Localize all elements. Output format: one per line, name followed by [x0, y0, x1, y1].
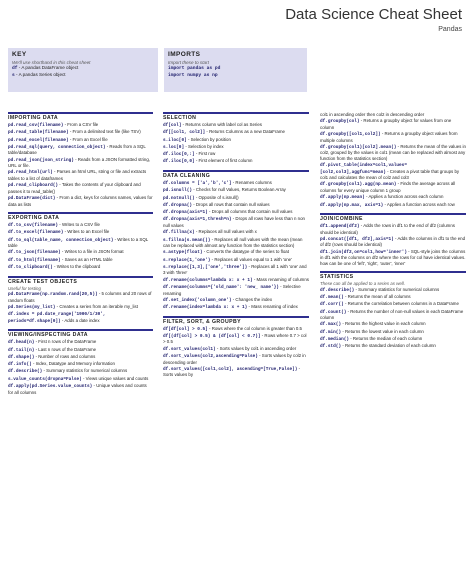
entry-code: df.to_sql(table_name, connection_object): [8, 237, 114, 243]
entry-row: [320, 309, 466, 321]
column-1: [8, 112, 153, 400]
entry-description: - Drops all rows have less than n non null values: [163, 216, 305, 228]
entry-code: df.head(n): [8, 340, 35, 346]
entry-code: pd.concat([df1, df2],axis=1): [320, 236, 394, 242]
entry-description: - Creates a series from an iterable my_list: [55, 303, 138, 309]
entry-row: [320, 223, 466, 235]
entry-row: [320, 329, 466, 336]
entry-row: [320, 181, 466, 193]
entry-code: df.pivot_table(index=col1,values= [col2,col3],aggfunc=mean): [320, 163, 407, 175]
key-line: [12, 65, 154, 72]
entry-row: [320, 336, 466, 343]
entry-description: - Index, Datatype and Memory information: [31, 361, 115, 367]
entry-description: - Summary statistics for numerical columns: [354, 286, 440, 292]
entry-code: df.columns = ['a','b','c']: [163, 180, 232, 186]
entry-row: [8, 354, 153, 361]
section-heading: SELECTION: [163, 112, 309, 121]
entry-description: - Reads from a JSON formatted string, URL or file.: [8, 156, 151, 169]
entry-code: df.to_clipboard(): [8, 265, 53, 271]
imports-box: [164, 48, 307, 92]
entry-code: pd.read_json(json_string): [8, 157, 74, 163]
entry-code: pd.read_csv(filename): [8, 123, 64, 128]
entry-row: [163, 346, 309, 353]
entry-description: - Parses an html URL, string or file and extracts tables to a list of dataframes: [8, 169, 147, 181]
entry-code: df.index = pd.date_range('1900/1/30', periods=df.shape[0]): [8, 312, 106, 324]
key-box: [8, 48, 158, 92]
entry-description: - Writes to a file in JSON format: [60, 249, 124, 255]
entry-row: [163, 257, 309, 264]
entry-description: - Adds the rows in df1 to the end of df2 (columns should be identical): [320, 223, 455, 235]
entry-description: - Takes the contents of your clipboard and passes it to read_table(): [8, 182, 141, 194]
section-heading: EXPORTING DATA: [8, 212, 153, 221]
key-line: [12, 72, 154, 79]
key-code: df: [12, 66, 18, 71]
entry-row: [8, 129, 153, 136]
key-note: We'll use shorthand in this cheat sheet: [12, 60, 91, 65]
entry-code: df[df[col] > 0.5]: [163, 326, 208, 332]
entry-code: df.apply(pd.Series.value_counts): [8, 384, 93, 390]
section-heading: STATISTICS: [320, 271, 466, 280]
entry-description: col1 in ascending order then col2 in descending order: [320, 112, 425, 117]
entry-code: df.count(): [320, 309, 347, 315]
entry-row: [163, 202, 309, 209]
entry-code: df.dropna(axis=1,thresh=n): [163, 217, 232, 223]
page-subtitle: Pandas: [438, 26, 462, 33]
entry-row: [320, 343, 466, 350]
entry-row: [163, 195, 309, 202]
entry-row: [320, 112, 466, 118]
entry-row: [8, 169, 153, 181]
entry-description: - Creates a pivot table that groups by col1 and calculates the mean of col2 and col3: [320, 168, 460, 181]
entry-row: [8, 195, 153, 207]
import-code: import pandas as pd: [168, 66, 221, 71]
import-code: import numpy as np: [168, 73, 218, 78]
entry-code: pd.Series(my_list): [8, 304, 56, 310]
entry-description: - Selective renaming: [163, 284, 301, 296]
entry-code: df.tail(n): [8, 347, 35, 353]
entry-row: [163, 144, 309, 151]
entry-code: df.dropna(): [163, 202, 192, 208]
entry-code: df.median(): [320, 337, 349, 343]
entry-description: - Selection by position: [186, 136, 231, 142]
section-heading: VIEWING/INSPECTING DATA: [8, 329, 153, 338]
entry-row: [320, 294, 466, 301]
entry-code: s.replace(1,'one'): [163, 257, 211, 263]
entry-row: [320, 236, 466, 248]
entry-description: - Returns the mean of all columns: [343, 294, 411, 300]
entry-row: [163, 180, 309, 187]
entry-code: pd.DataFrame(np.random.rand(20,5)): [8, 292, 98, 298]
entry-description: - Replaces all null values with x: [194, 229, 257, 235]
entry-row: [8, 311, 153, 324]
section: [320, 112, 466, 208]
section-heading: IMPORTING DATA: [8, 112, 153, 121]
entry-row: [163, 209, 309, 216]
entry-description: - Returns the mean of the values in col2, grouped by the values in col1 (mean can be replaced with almost any function from the statistics section): [320, 143, 466, 161]
section-heading: JOIN/COMBINE: [320, 213, 466, 222]
entry-code: pd.read_clipboard(): [8, 183, 59, 189]
imports-note: Import these to start: [168, 60, 209, 65]
entry-description: - Replaces all null values with the mean (mean can be replaced with almost any function from the statistics section): [163, 236, 303, 249]
entry-row: [320, 162, 466, 181]
entry-code: df.iloc[0,0]: [163, 159, 195, 165]
entry-row: [163, 237, 309, 249]
entry-code: df.sort_values(col1): [163, 346, 216, 352]
entry-description: - From an Excel file: [68, 136, 108, 142]
entry-description: - Drops all rows that contain null values: [191, 201, 270, 207]
entry-row: [8, 361, 153, 368]
entry-row: [163, 264, 309, 276]
key-text: - A pandas DataFrame object: [17, 65, 79, 70]
entry-row: [8, 304, 153, 311]
entry-code: df.rename(index=lambda x: x + 1): [163, 305, 248, 311]
entry-code: pd.read_table(filename): [8, 130, 69, 136]
entry-row: [163, 304, 309, 311]
entry-description: - Reads from a SQL table/database: [8, 143, 146, 156]
entry-row: [8, 249, 153, 256]
entry-code: df.max(): [320, 322, 342, 328]
entry-code: df.min(): [320, 329, 342, 335]
entry-row: [8, 229, 153, 236]
entry-code: df.groupby([col1,col2]): [320, 132, 381, 138]
entry-description: - Returns a groupby object for values from one column: [320, 118, 452, 130]
entry-code: df.rename(columns=lambda x: x + 1): [163, 277, 253, 283]
section: [320, 271, 466, 350]
entry-description: - Returns column with label col as Series: [181, 122, 262, 127]
entry-description: - First n rows of the DataFrame: [34, 339, 97, 345]
entry-description: - Mass renaming of index: [247, 304, 298, 310]
imports-heading: IMPORTS: [168, 51, 201, 58]
entry-row: [320, 301, 466, 308]
entry-code: df.set_index('column_one'): [163, 297, 232, 303]
entry-row: [320, 287, 466, 294]
column-2: [163, 112, 309, 383]
entry-code: df.groupby(col1).agg(np.mean): [320, 182, 397, 188]
entry-description: - Opposite of s.isnull(): [194, 194, 239, 200]
entry-row: [163, 158, 309, 165]
entry-description: - Unique values and counts for all columns: [8, 383, 147, 395]
entry-description: - Returns the median of each column: [348, 336, 423, 342]
entry-row: [320, 194, 466, 201]
entry-row: [163, 187, 309, 194]
section-note: These can all be applied to a series as well.: [320, 281, 405, 287]
entry-description: - Last n rows of the DataFrame: [34, 346, 97, 352]
entry-description: - Replaces all values equal to 1 with 'one': [210, 256, 292, 262]
section: [8, 276, 153, 325]
entry-description: - Sorts values by col1 in ascending order: [215, 345, 297, 351]
entry-row: [8, 182, 153, 194]
entry-description: - Returns the highest value in each column: [341, 321, 426, 327]
entry-row: [320, 118, 466, 130]
entry-row: [320, 144, 466, 162]
entry-description: - First row: [194, 151, 216, 157]
entry-code: df.apply(np.mean): [320, 195, 365, 201]
entry-code: df[(df[col] > 0.5) & (df[col] < 0.7)]: [163, 333, 261, 339]
entry-row: [163, 366, 309, 378]
entry-code: s.iloc[0]: [163, 137, 187, 143]
entry-row: [8, 383, 153, 395]
entry-description: - Saves as an HTML table: [60, 256, 113, 262]
entry-description: - Sorts values by: [163, 365, 301, 378]
section: [163, 170, 309, 311]
section: [8, 329, 153, 395]
entry-code: df.describe(): [320, 287, 355, 293]
page-title: Data Science Cheat Sheet: [285, 6, 462, 23]
entry-code: df.apply(np.max, axis=1): [320, 202, 384, 208]
section-heading: FILTER, SORT, & GROUPBY: [163, 316, 309, 325]
entry-code: df.groupby(col1)[col2].mean(): [320, 144, 397, 150]
entry-description: - Summary statistics for numerical columns: [42, 368, 128, 374]
entry-description: - Converts the datatype of the series to float: [202, 249, 289, 255]
entry-code: s.value_counts(dropna=False): [8, 376, 82, 382]
entry-row: [8, 376, 153, 383]
entry-description: - Replaces all 1 with 'one' and 3 with 'three': [163, 263, 307, 276]
section: [163, 316, 309, 378]
entry-code: df.to_csv(filename): [8, 223, 59, 229]
key-text: - A pandas Series object: [14, 72, 66, 77]
entry-code: pd.read_html(url): [8, 170, 53, 176]
entry-row: [8, 237, 153, 249]
entry-description: - Returns a groupby object values from multiple columns: [320, 131, 458, 143]
entry-code: pd.isnull(): [163, 188, 192, 194]
entry-description: - Mass renaming of columns: [252, 276, 309, 282]
entry-description: - Returns the correlation between columns in a DataFrame: [343, 301, 459, 307]
entry-row: [8, 222, 153, 229]
column-3: [320, 112, 466, 355]
entry-row: [8, 339, 153, 346]
entry-code: df.mean(): [320, 295, 344, 301]
entry-row: [163, 284, 309, 296]
entry-code: pd.notnull(): [163, 195, 195, 201]
entry-row: [8, 144, 153, 156]
entry-description: - Finds the average across all columns for every unique column 1 group: [320, 181, 456, 193]
section: [8, 212, 153, 270]
entry-code: df.groupby(col): [320, 119, 360, 125]
entry-code: s.replace([1,3],['one','three']): [163, 264, 248, 270]
entry-code: df.iloc[0,:]: [163, 152, 195, 158]
key-heading: KEY: [12, 51, 27, 58]
entry-row: [163, 151, 309, 158]
entry-code: df1.append(df2): [320, 224, 360, 230]
entry-code: df.rename(columns={'old_name': 'new_ name'}): [163, 285, 279, 291]
entry-description: - Adds the columns in df1 to the end of df2 (rows should be identical): [320, 235, 466, 248]
entry-code: df[col]: [163, 123, 182, 128]
entry-description: - Drops all columns that contain null values: [207, 209, 293, 215]
entry-code: df[[col1, col2]]: [163, 130, 206, 136]
entry-code: df.info(): [8, 362, 32, 368]
entry-code: pd.read_sql(query, connection_object): [8, 144, 106, 150]
entry-code: df1.join(df2,on=col1,how='inner'): [320, 249, 407, 255]
import-line: [168, 72, 303, 79]
entry-code: df.corr(): [320, 302, 344, 308]
entry-row: [163, 129, 309, 136]
entry-description: - Applies a function across each column: [364, 194, 444, 200]
entry-code: df.shape(): [8, 354, 35, 360]
entry-code: s.fillna(s.mean()): [163, 237, 211, 243]
entry-description: - Writes to a CSV file: [58, 222, 100, 228]
entry-code: df.sort_values([col1,col2], ascending=[True,False]): [163, 366, 298, 372]
section: [163, 112, 309, 165]
entry-description: - Selection by index: [184, 143, 224, 149]
entry-description: - SQL-style joins the columns in df1 with the columns on df2 where the rows for col have identical values. how can be one of 'left', 'right', 'outer', 'inner': [320, 248, 466, 266]
entry-row: [163, 249, 309, 256]
entry-description: - Returns the lowest value in each column: [341, 328, 424, 334]
entry-row: [8, 157, 153, 169]
entry-row: [163, 326, 309, 333]
entry-description: - Returns Columns as a new DataFrame: [205, 129, 285, 135]
entry-row: [163, 277, 309, 284]
entry-row: [163, 216, 309, 228]
entry-row: [8, 257, 153, 264]
entry-code: df.sort_values(col2,ascending=False): [163, 354, 258, 360]
entry-row: [163, 333, 309, 345]
entry-row: [163, 137, 309, 144]
entry-description: - First element of first column: [194, 158, 253, 164]
entry-row: [8, 291, 153, 303]
entry-row: [8, 347, 153, 354]
entry-description: - From a CSV file: [63, 122, 99, 127]
entry-description: - Checks for null Values, Returns Boolean Array: [191, 187, 286, 193]
entry-code: df.to_json(filename): [8, 250, 61, 256]
entry-code: s.astype(float): [163, 250, 203, 256]
entry-description: - From a delimited text file (like TSV): [68, 129, 141, 135]
entry-code: pd.DataFrame(dict): [8, 196, 56, 202]
entry-code: df.to_excel(filename): [8, 230, 64, 236]
entry-code: df.describe(): [8, 369, 43, 375]
section-note: Useful for testing: [8, 285, 41, 291]
section: [320, 213, 466, 266]
entry-row: [163, 122, 309, 129]
entry-description: - Changes the index: [231, 296, 273, 302]
entry-description: - Adds a date index: [60, 317, 100, 323]
section-heading: CREATE TEST OBJECTS: [8, 276, 153, 285]
key-code: s: [12, 73, 15, 78]
entry-row: [8, 122, 153, 129]
section-heading: DATA CLEANING: [163, 170, 309, 179]
entry-row: [320, 249, 466, 267]
entry-description: - Rows where 0.7 > col > 0.5: [163, 332, 307, 345]
entry-description: - Applies a function across each row: [383, 201, 455, 207]
entry-row: [320, 321, 466, 328]
entry-row: [8, 368, 153, 375]
entry-description: - Returns the number of non-null values in each DataFrame column: [320, 308, 464, 321]
entry-row: [8, 137, 153, 144]
entry-code: df.to_html(filename): [8, 257, 61, 263]
entry-row: [8, 264, 153, 271]
entry-row: [163, 229, 309, 236]
import-line: [168, 65, 303, 72]
entry-code: pd.read_excel(filename): [8, 137, 69, 143]
entry-description: - Writes to an Excel file: [63, 229, 110, 235]
entry-description: - 5 columns and 20 rows of random floats: [8, 291, 152, 303]
entry-description: - Rows where the col column is greater than 0.5: [207, 325, 302, 331]
entry-description: - Writes to a SQL table: [8, 236, 149, 249]
entry-code: df.std(): [320, 344, 342, 350]
section: [8, 112, 153, 207]
entry-description: - Returns the standard deviation of each column: [341, 343, 436, 349]
entry-description: - Sorts values by col2 in descending order: [163, 353, 306, 365]
entry-row: [163, 297, 309, 304]
entry-row: [320, 131, 466, 143]
entry-description: - From a dict, keys for columns names, values for data as lists: [8, 195, 153, 207]
entry-description: - Writes to the clipboard: [52, 264, 101, 270]
entry-description: - Views unique values and counts: [81, 375, 149, 381]
entry-row: [320, 202, 466, 209]
entry-code: s.loc[0]: [163, 144, 185, 150]
entry-row: [163, 353, 309, 365]
entry-code: df.fillna(x): [163, 230, 195, 236]
entry-code: df.dropna(axis=1): [163, 210, 208, 216]
entry-description: - Renames columns: [231, 179, 272, 185]
entry-description: - Number of rows and columns: [34, 353, 96, 359]
